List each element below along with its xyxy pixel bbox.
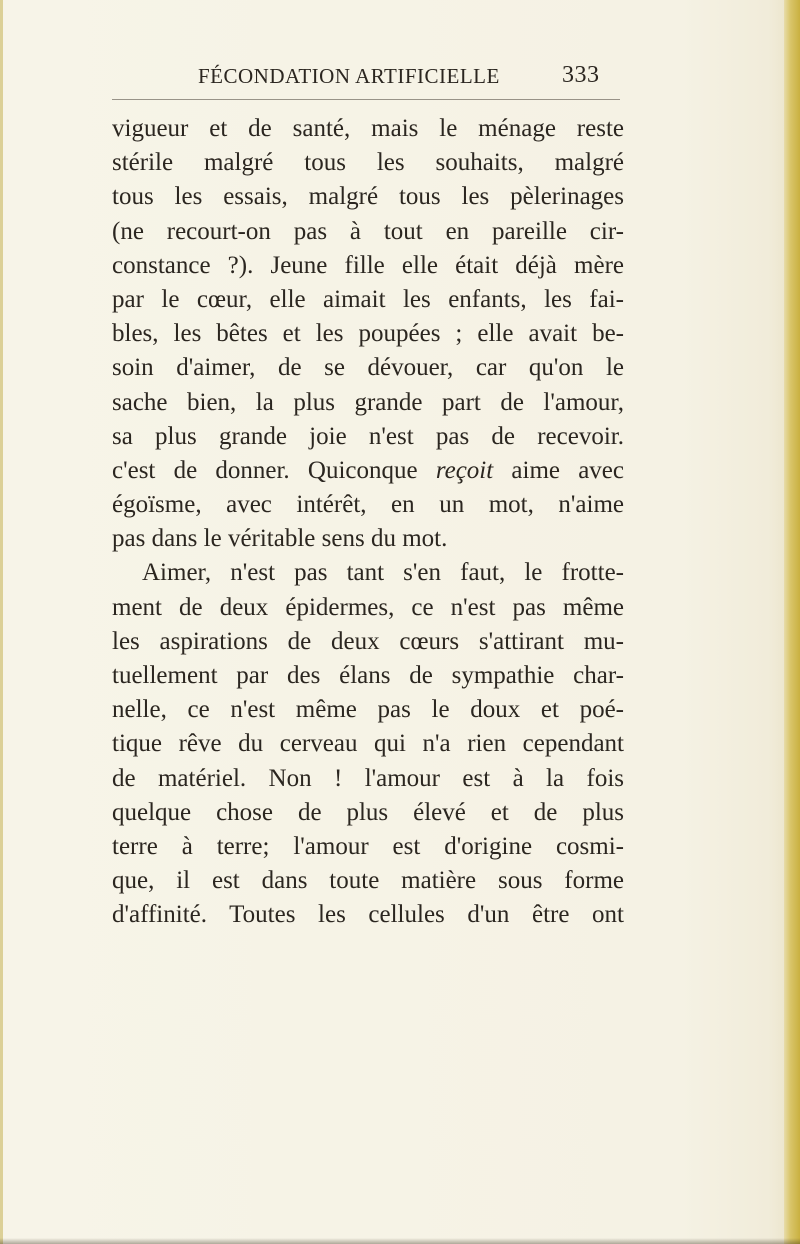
text-line: que, il est dans toute matière sous forme (112, 867, 624, 895)
text-line: quelque chose de plus élevé et de plus (112, 798, 624, 826)
page-number: 333 (562, 62, 600, 88)
text-line: soin d'aimer, de se dévouer, car qu'on le (112, 354, 624, 382)
text-line: terre à terre; l'amour est d'origine cosmi- (112, 832, 624, 860)
running-title: FÉCONDATION ARTIFICIELLE (198, 64, 500, 88)
header-rule (112, 99, 620, 100)
text-segment: c'est de donner. Quiconque (112, 456, 436, 484)
text-line: constance ?). Jeune fille elle était déjà mère (112, 251, 624, 279)
text-segment: aime avec (493, 456, 625, 484)
binding-edge (784, 0, 800, 1244)
body-text (112, 112, 624, 933)
text-line: tous les essais, malgré tous les pèlerinages (112, 183, 624, 211)
text-line: par le cœur, elle aimait les enfants, les fai- (112, 285, 624, 313)
text-line: vigueur et de santé, mais le ménage reste (112, 115, 624, 142)
text-line: sache bien, la plus grande part de l'amour, (112, 388, 624, 416)
text-line: de matériel. Non ! l'amour est à la fois (112, 764, 624, 792)
running-head (198, 64, 618, 94)
text-line: pas dans le véritable sens du mot. (112, 525, 448, 553)
text-line: d'affinité. Toutes les cellules d'un être ont (112, 901, 624, 929)
page-left-edge (0, 0, 3, 1244)
text-line-with-italic (112, 454, 624, 488)
paragraph-first-line: Aimer, n'est pas tant s'en faut, le frotte- (142, 559, 624, 587)
text-line: tique rêve du cerveau qui n'a rien cependant (112, 730, 624, 758)
text-line: nelle, ce n'est même pas le doux et poé- (112, 696, 624, 724)
bottom-shadow (0, 1238, 800, 1244)
text-line: ment de deux épidermes, ce n'est pas même (112, 593, 624, 621)
text-line: les aspirations de deux cœurs s'attirant mu- (112, 627, 624, 655)
text-line: tuellement par des élans de sympathie char- (112, 662, 624, 689)
text-line: stérile malgré tous les souhaits, malgré (112, 149, 624, 177)
text-line: (ne recourt-on pas à tout en pareille cir- (112, 217, 624, 245)
italic-word: reçoit (435, 456, 494, 484)
text-line: égoïsme, avec intérêt, en un mot, n'aime (112, 491, 624, 519)
text-line: sa plus grande joie n'est pas de recevoir. (112, 422, 624, 450)
text-line: bles, les bêtes et les poupées ; elle avait be- (112, 320, 624, 348)
